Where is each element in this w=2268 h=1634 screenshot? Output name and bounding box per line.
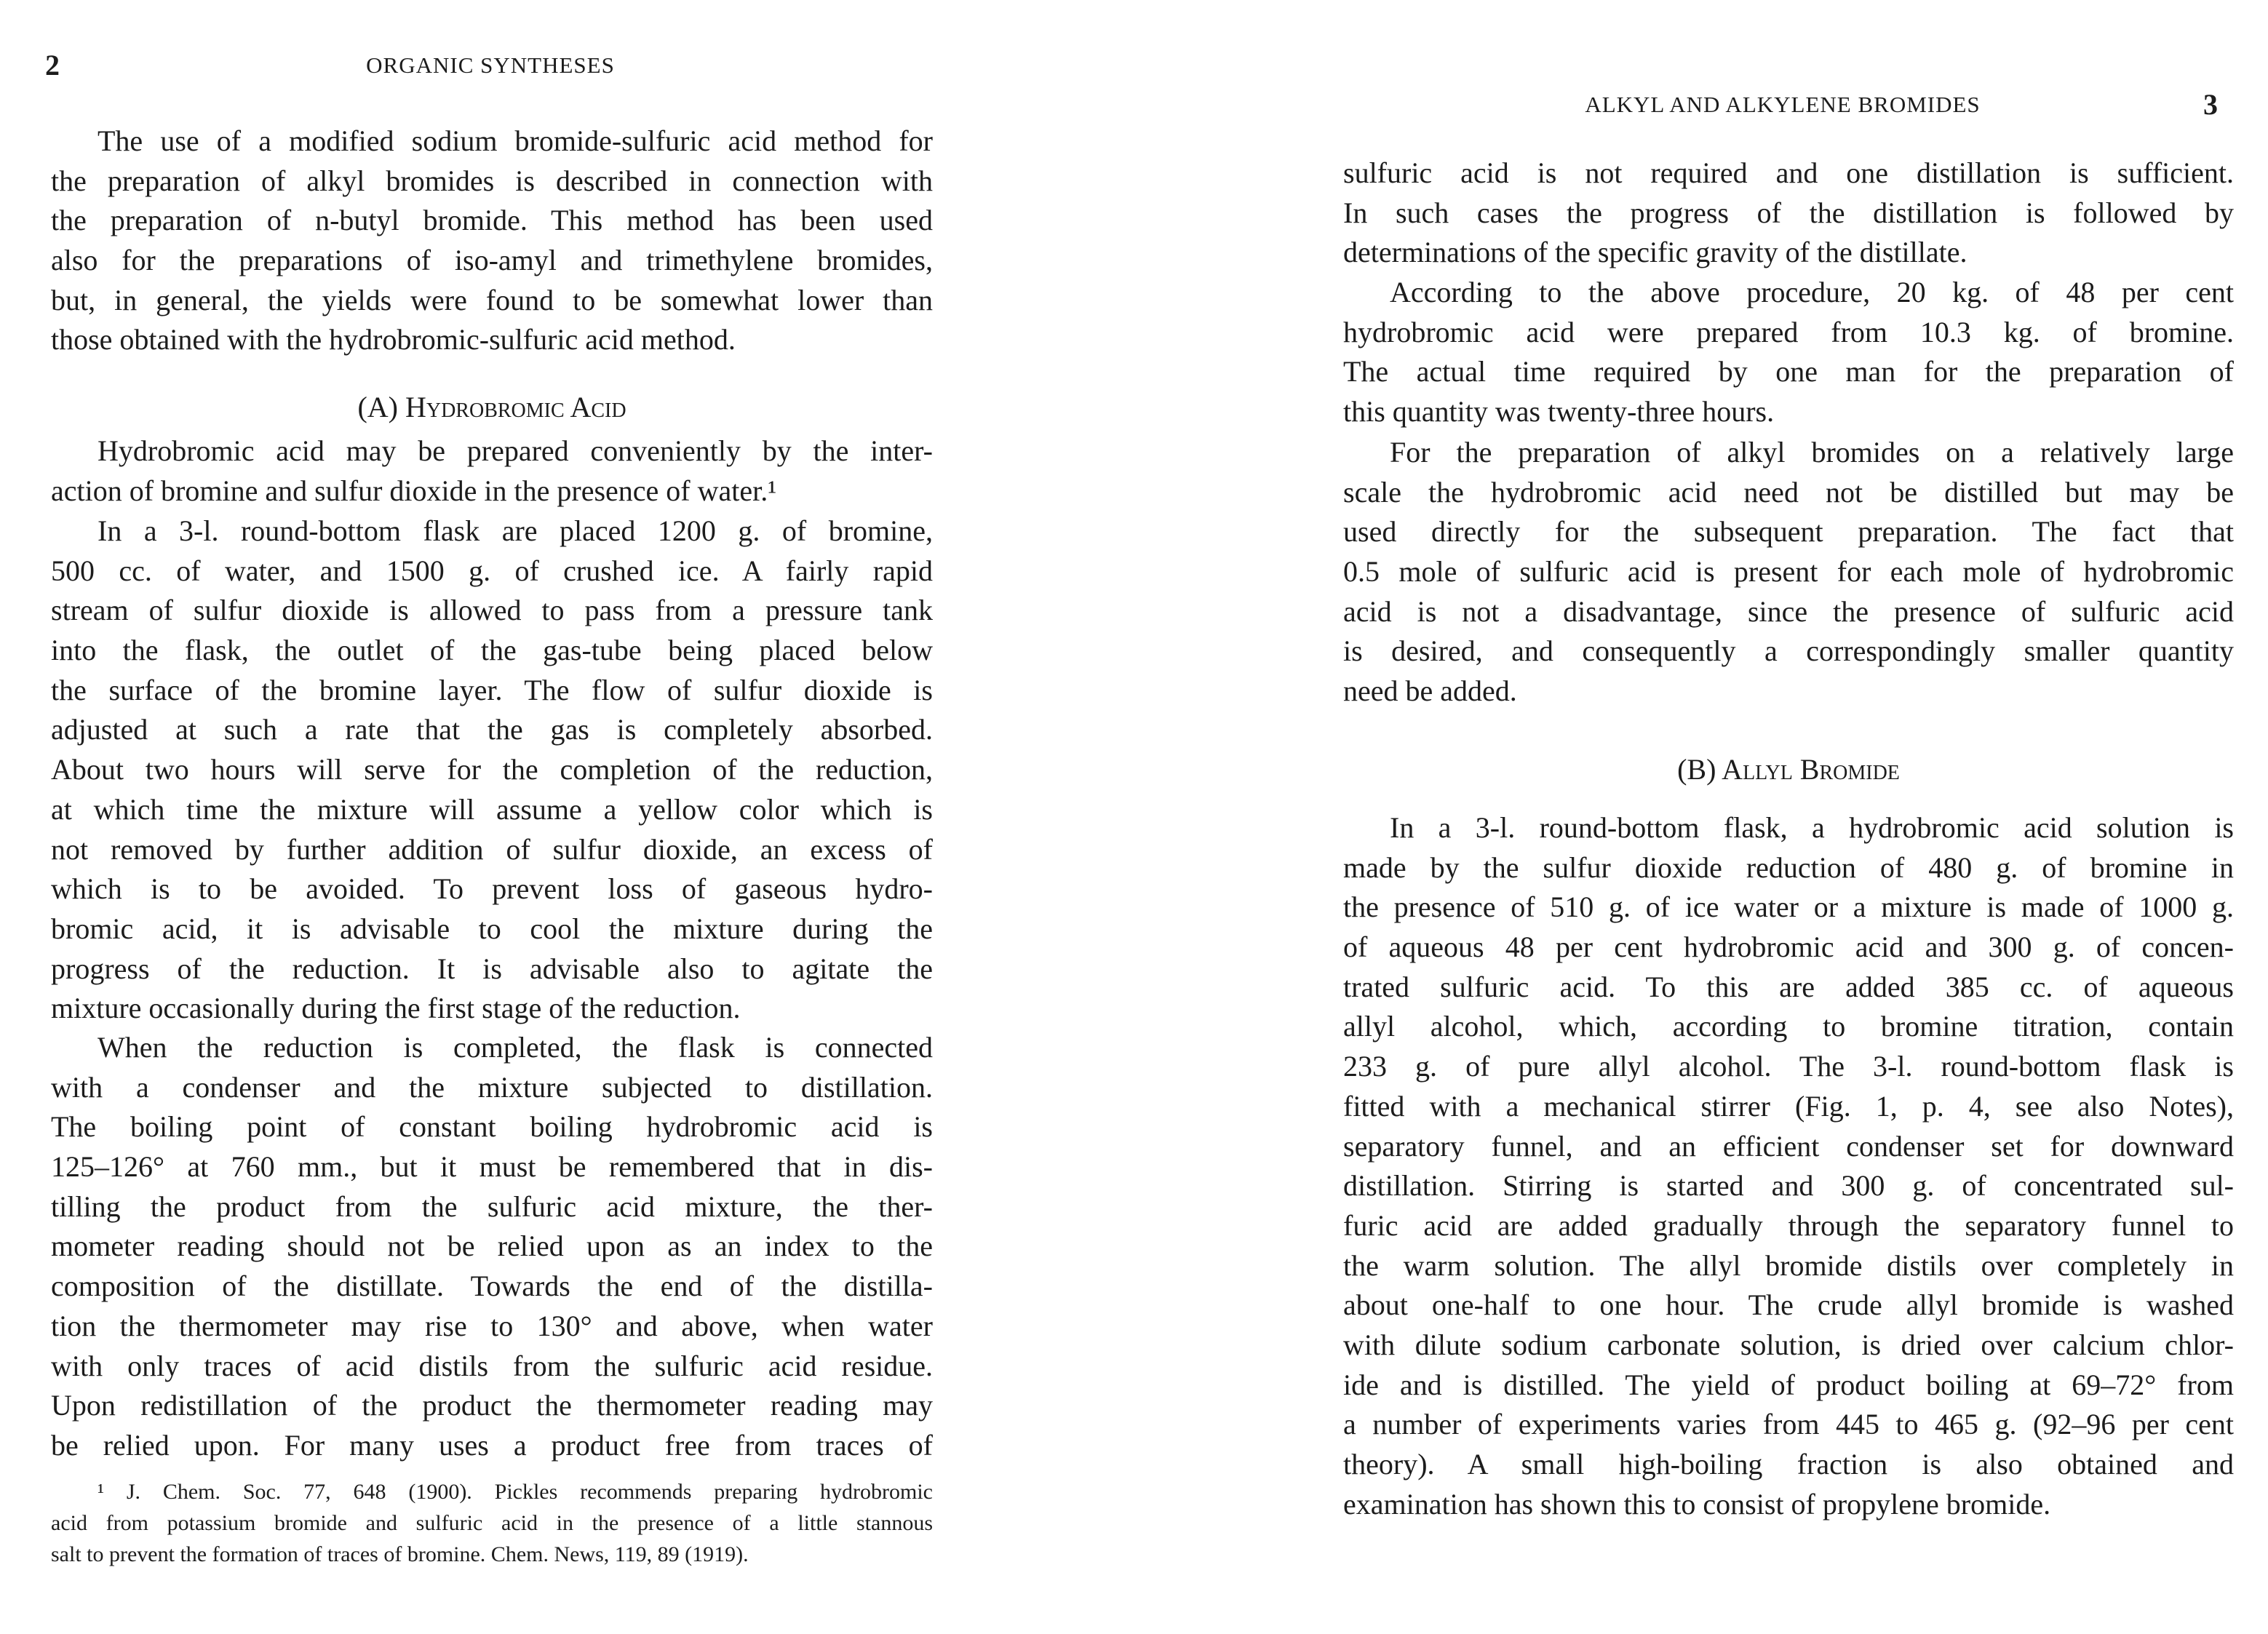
text-line: into the flask, the outlet of the gas-tube being placed below — [51, 634, 933, 667]
text-line: those obtained with the hydrobromic-sulfuric acid method. — [51, 323, 736, 356]
text-line: stream of sulfur dioxide is allowed to pass from a pressure tank — [51, 594, 933, 627]
text-line: at which time the mixture will assume a yellow color which is — [51, 792, 933, 826]
right-running-head: ALKYL AND ALKYLENE BROMIDES — [1585, 92, 1981, 117]
section-heading: (A) Hydrobromic Acid — [357, 391, 626, 423]
text-line: The boiling point of constant boiling hydrobromic acid is — [51, 1110, 933, 1144]
text-line: hydrobromic acid were prepared from 10.3 kg. of bromine. — [1343, 315, 2234, 348]
text-line: with a condenser and the mixture subjected to distillation. — [51, 1070, 933, 1104]
text-line: The use of a modified sodium bromide-sulfuric acid method for — [98, 124, 933, 157]
text-line: determinations of the specific gravity of the distillate. — [1343, 236, 1967, 269]
text-line: not removed by further addition of sulfur dioxide, an excess of — [51, 832, 933, 866]
text-line: separatory funnel, and an efficient condenser set for downward — [1343, 1129, 2234, 1163]
footnote — [51, 1476, 933, 1570]
text-line: furic acid are added gradually through the separatory funnel to — [1343, 1208, 2234, 1242]
text-line: allyl alcohol, which, according to bromine titration, contain — [1343, 1010, 2234, 1043]
text-line: According to the above procedure, 20 kg. of 48 per cent — [1390, 276, 2234, 308]
paragraph — [51, 1028, 933, 1466]
text-line: fitted with a mechanical stirrer (Fig. 1, p. 4, see also Notes), — [1343, 1089, 2234, 1123]
text-line: progress of the reduction. It is advisable also to agitate the — [51, 952, 933, 985]
text-line: theory). A small high-boiling fraction is also obtained and — [1343, 1448, 2234, 1480]
text-line: 500 cc. of water, and 1500 g. of crushed ice. A fairly rapid — [51, 554, 933, 587]
text-line: the presence of 510 g. of ice water or a mixture is made of 1000 g. — [1343, 890, 2234, 924]
right-page-number: 3 — [2203, 88, 2218, 121]
text-line: acid from potassium bromide and sulfuric acid in the presence of a little stannous — [51, 1511, 933, 1535]
left-running-head: ORGANIC SYNTHESES — [366, 52, 615, 78]
text-line: action of bromine and sulfur dioxide in the presence of water.¹ — [51, 474, 777, 507]
text-line: In such cases the progress of the distillation is followed by — [1343, 196, 2234, 229]
text-line: a number of experiments varies from 445 to 465 g. (92–96 per cent — [1343, 1408, 2234, 1441]
text-line: this quantity was twenty-three hours. — [1343, 395, 1775, 429]
text-line: adjusted at such a rate that the gas is completely absorbed. — [51, 713, 933, 746]
text-line: of aqueous 48 per cent hydrobromic acid and 300 g. of concen- — [1343, 930, 2234, 964]
text-line: the preparation of alkyl bromides is described in connection with — [51, 164, 933, 197]
text-line: composition of the distillate. Towards the end of the distilla- — [51, 1270, 933, 1303]
text-line: 0.5 mole of sulfuric acid is present for each mole of hydrobromic — [1343, 555, 2234, 589]
text-line: which is to be avoided. To prevent loss of gaseous hydro- — [51, 872, 933, 906]
text-line: is desired, and consequently a correspondingly smaller quantity — [1343, 634, 2234, 668]
text-line: sulfuric acid is not required and one distillation is sufficient. — [1343, 156, 2234, 189]
text-line: In a 3-l. round-bottom flask are placed 1200 g. of bromine, — [98, 514, 933, 547]
text-line: About two hours will serve for the completion of the reduction, — [51, 753, 933, 786]
paragraph — [51, 511, 933, 1029]
text-line: 125–126° at 760 mm., but it must be remembered that in dis- — [51, 1150, 933, 1184]
text-line: but, in general, the yields were found to be somewhat lower than — [51, 283, 933, 316]
text-line: examination has shown this to consist of propylene bromide. — [1343, 1487, 2051, 1521]
text-line: For the preparation of alkyl bromides on a relatively large — [1390, 436, 2234, 469]
text-line: the preparation of n-butyl bromide. This method has been used — [51, 204, 933, 237]
text-line: acid is not a disadvantage, since the presence of sulfuric acid — [1343, 594, 2234, 628]
text-line: trated sulfuric acid. To this are added 385 cc. of aqueous — [1343, 970, 2234, 1003]
text-line: 233 g. of pure allyl alcohol. The 3-l. round-bottom flask is — [1343, 1050, 2234, 1083]
text-line: scale the hydrobromic acid need not be distilled but may be — [1343, 475, 2234, 509]
text-line: tion the thermometer may rise to 130° and above, when water — [51, 1309, 933, 1342]
text-line: about one-half to one hour. The crude allyl bromide is washed — [1343, 1288, 2234, 1322]
text-line: used directly for the subsequent preparation. The fact that — [1343, 515, 2234, 549]
text-line: be relied upon. For many uses a product free from traces of — [51, 1428, 933, 1462]
text-line: with dilute sodium carbonate solution, is dried over calcium chlor- — [1343, 1328, 2234, 1361]
paragraph — [1343, 273, 2234, 432]
text-line: tilling the product from the sulfuric acid mixture, the ther- — [51, 1189, 933, 1223]
text-line: made by the sulfur dioxide reduction of 480 g. of bromine in — [1343, 850, 2234, 884]
text-line: salt to prevent the formation of traces of bromine. Chem. News, 119, 89 (1919). — [51, 1542, 749, 1566]
text-line: distillation. Stirring is started and 300 g. of concentrated sul- — [1343, 1169, 2234, 1203]
text-line: In a 3-l. round-bottom flask, a hydrobromic acid solution is — [1390, 811, 2234, 844]
text-line: with only traces of acid distils from the sulfuric acid residue. — [51, 1349, 933, 1382]
text-line: the surface of the bromine layer. The flow of sulfur dioxide is — [51, 673, 933, 706]
text-line: need be added. — [1343, 674, 1517, 708]
text-line: Upon redistillation of the product the thermometer reading may — [51, 1389, 933, 1422]
paragraph — [1343, 433, 2234, 712]
text-line: bromic acid, it is advisable to cool the mixture during the — [51, 912, 933, 945]
paragraph — [51, 121, 933, 360]
paragraph — [1343, 808, 2234, 1524]
text-line: When the reduction is completed, the flask is connected — [98, 1031, 933, 1064]
text-line: also for the preparations of iso-amyl and trimethylene bromides, — [51, 244, 933, 277]
paragraph — [1343, 154, 2234, 273]
text-line: the warm solution. The allyl bromide distils over completely in — [1343, 1248, 2234, 1282]
left-page-number: 2 — [45, 49, 60, 81]
text-line: The actual time required by one man for the preparation of — [1343, 355, 2234, 388]
text-line: mometer reading should not be relied upon as an index to the — [51, 1230, 933, 1263]
text-line: ide and is distilled. The yield of product boiling at 69–72° from — [1343, 1368, 2234, 1401]
paragraph — [51, 431, 933, 511]
section-heading: (B) Allyl Bromide — [1677, 753, 1900, 786]
text-line: mixture occasionally during the first stage of the reduction. — [51, 992, 741, 1025]
text-line: ¹ J. Chem. Soc. 77, 648 (1900). Pickles recommends preparing hydrobromic — [98, 1480, 933, 1504]
text-line: Hydrobromic acid may be prepared conveniently by the inter- — [98, 434, 933, 467]
